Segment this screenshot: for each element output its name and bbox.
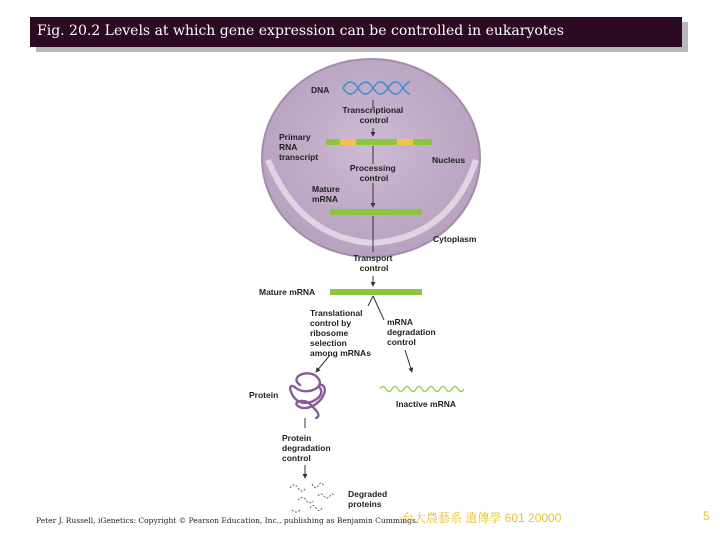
protein-degradation-control-label: Protein degradation control [282,433,331,463]
nucleus-label: Nucleus [432,155,466,165]
translational-control-label: Translational control by ribosome selection among mRNAs [310,308,371,358]
processing-control-label: Processing control [349,163,396,183]
footer-course: 台大農藝系 遺傳學 601 20000 [402,511,562,525]
dna-label: DNA [311,85,330,95]
arrow-split-right [373,296,384,320]
mature-mrna-cytoplasm-shape [330,289,422,295]
mature-mrna-nucleus-label: Mature mRNA [312,184,340,204]
primary-rna-transcript-shape [326,139,432,145]
degraded-proteins-icon [290,483,334,512]
mature-mrna-label: Mature mRNA [259,287,316,297]
transport-control-label: Transport control [353,253,393,273]
arrow-split-left [368,296,373,306]
footer-credit: Peter J. Russell, iGenetics: Copyright © Pearson Education, Inc., publishing as Benjamin Cummings. [36,516,419,525]
slide-title: Fig. 20.2 Levels at which gene expression can be controlled in eukaryotes [37,23,564,39]
arrow-to-inactive [405,350,412,372]
inactive-mrna-label: Inactive mRNA [396,399,456,409]
page-number: 5 [703,509,710,523]
degraded-proteins-label: Degraded proteins [348,489,388,509]
protein-shape-icon [290,373,325,418]
mrna-degradation-control-label: mRNA degradation control [387,317,436,347]
inactive-mrna-shape-icon [380,387,464,392]
primary-rna-transcript-label: Primary RNA transcript [279,132,319,162]
transcriptional-control-label: Transcriptional control [342,105,404,125]
protein-label: Protein [249,390,279,400]
cytoplasm-label: Cytoplasm [433,234,477,244]
mature-mrna-nucleus-shape [330,209,422,215]
